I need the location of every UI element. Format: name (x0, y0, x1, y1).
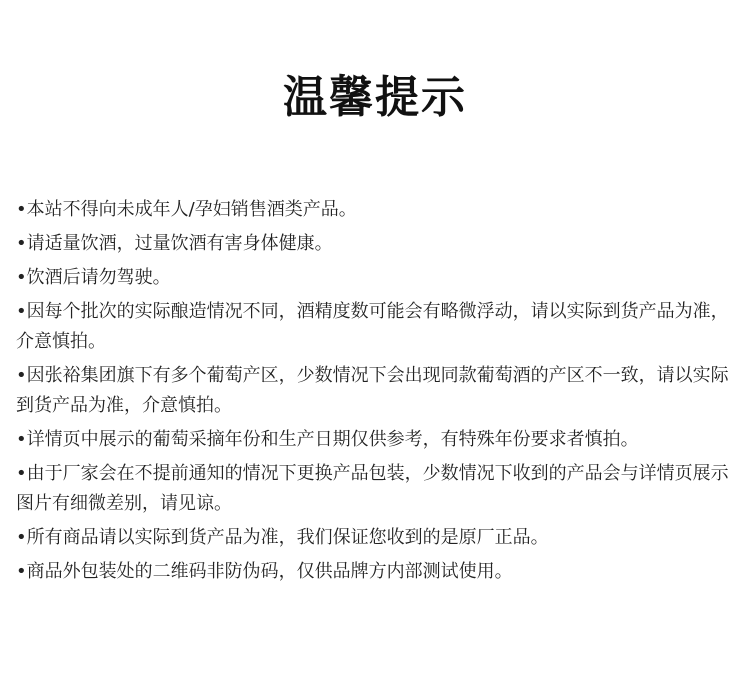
bullet-icon: • (16, 199, 27, 220)
notice-list (16, 195, 734, 591)
notice-text: 详情页中展示的葡萄采摘年份和生产日期仅供参考，有特殊年份要求者慎拍。 (26, 429, 639, 450)
notice-item-authentic (16, 523, 734, 553)
notice-text: 本站不得向未成年人/孕妇销售酒类产品。 (26, 199, 357, 220)
bullet-icon: • (16, 267, 27, 288)
bullet-icon: • (16, 365, 27, 386)
notice-text: 由于厂家会在不提前通知的情况下更换产品包装，少数情况下收到的产品会与详情页展示图片有细微差别，请见谅。 (16, 463, 729, 514)
bullet-icon: • (16, 527, 27, 548)
notice-text: 所有商品请以实际到货产品为准，我们保证您收到的是原厂正品。 (26, 527, 549, 548)
page-title: 温馨提示 (283, 72, 467, 123)
notice-item-vintage (16, 425, 734, 455)
notice-item-region (16, 361, 734, 421)
bullet-icon: • (16, 301, 27, 322)
notice-item-moderation (16, 229, 734, 259)
notice-item-qr-code (16, 557, 734, 587)
notice-text: 因每个批次的实际酿造情况不同，酒精度数可能会有略微浮动，请以实际到货产品为准，介意慎拍。 (16, 301, 729, 352)
notice-text: 请适量饮酒，过量饮酒有害身体健康。 (26, 233, 333, 254)
bullet-icon: • (16, 233, 27, 254)
bullet-icon: • (16, 463, 27, 484)
notice-item-no-driving (16, 263, 734, 293)
notice-item-alcohol-content (16, 297, 734, 357)
notice-text: 饮酒后请勿驾驶。 (26, 267, 171, 288)
notice-text: 因张裕集团旗下有多个葡萄产区，少数情况下会出现同款葡萄酒的产区不一致，请以实际到货产品为准，介意慎拍。 (16, 365, 729, 416)
notice-item-minors (16, 195, 734, 225)
notice-item-packaging (16, 459, 734, 519)
bullet-icon: • (16, 561, 27, 582)
bullet-icon: • (16, 429, 27, 450)
notice-text: 商品外包装处的二维码非防伪码，仅供品牌方内部测试使用。 (26, 561, 513, 582)
